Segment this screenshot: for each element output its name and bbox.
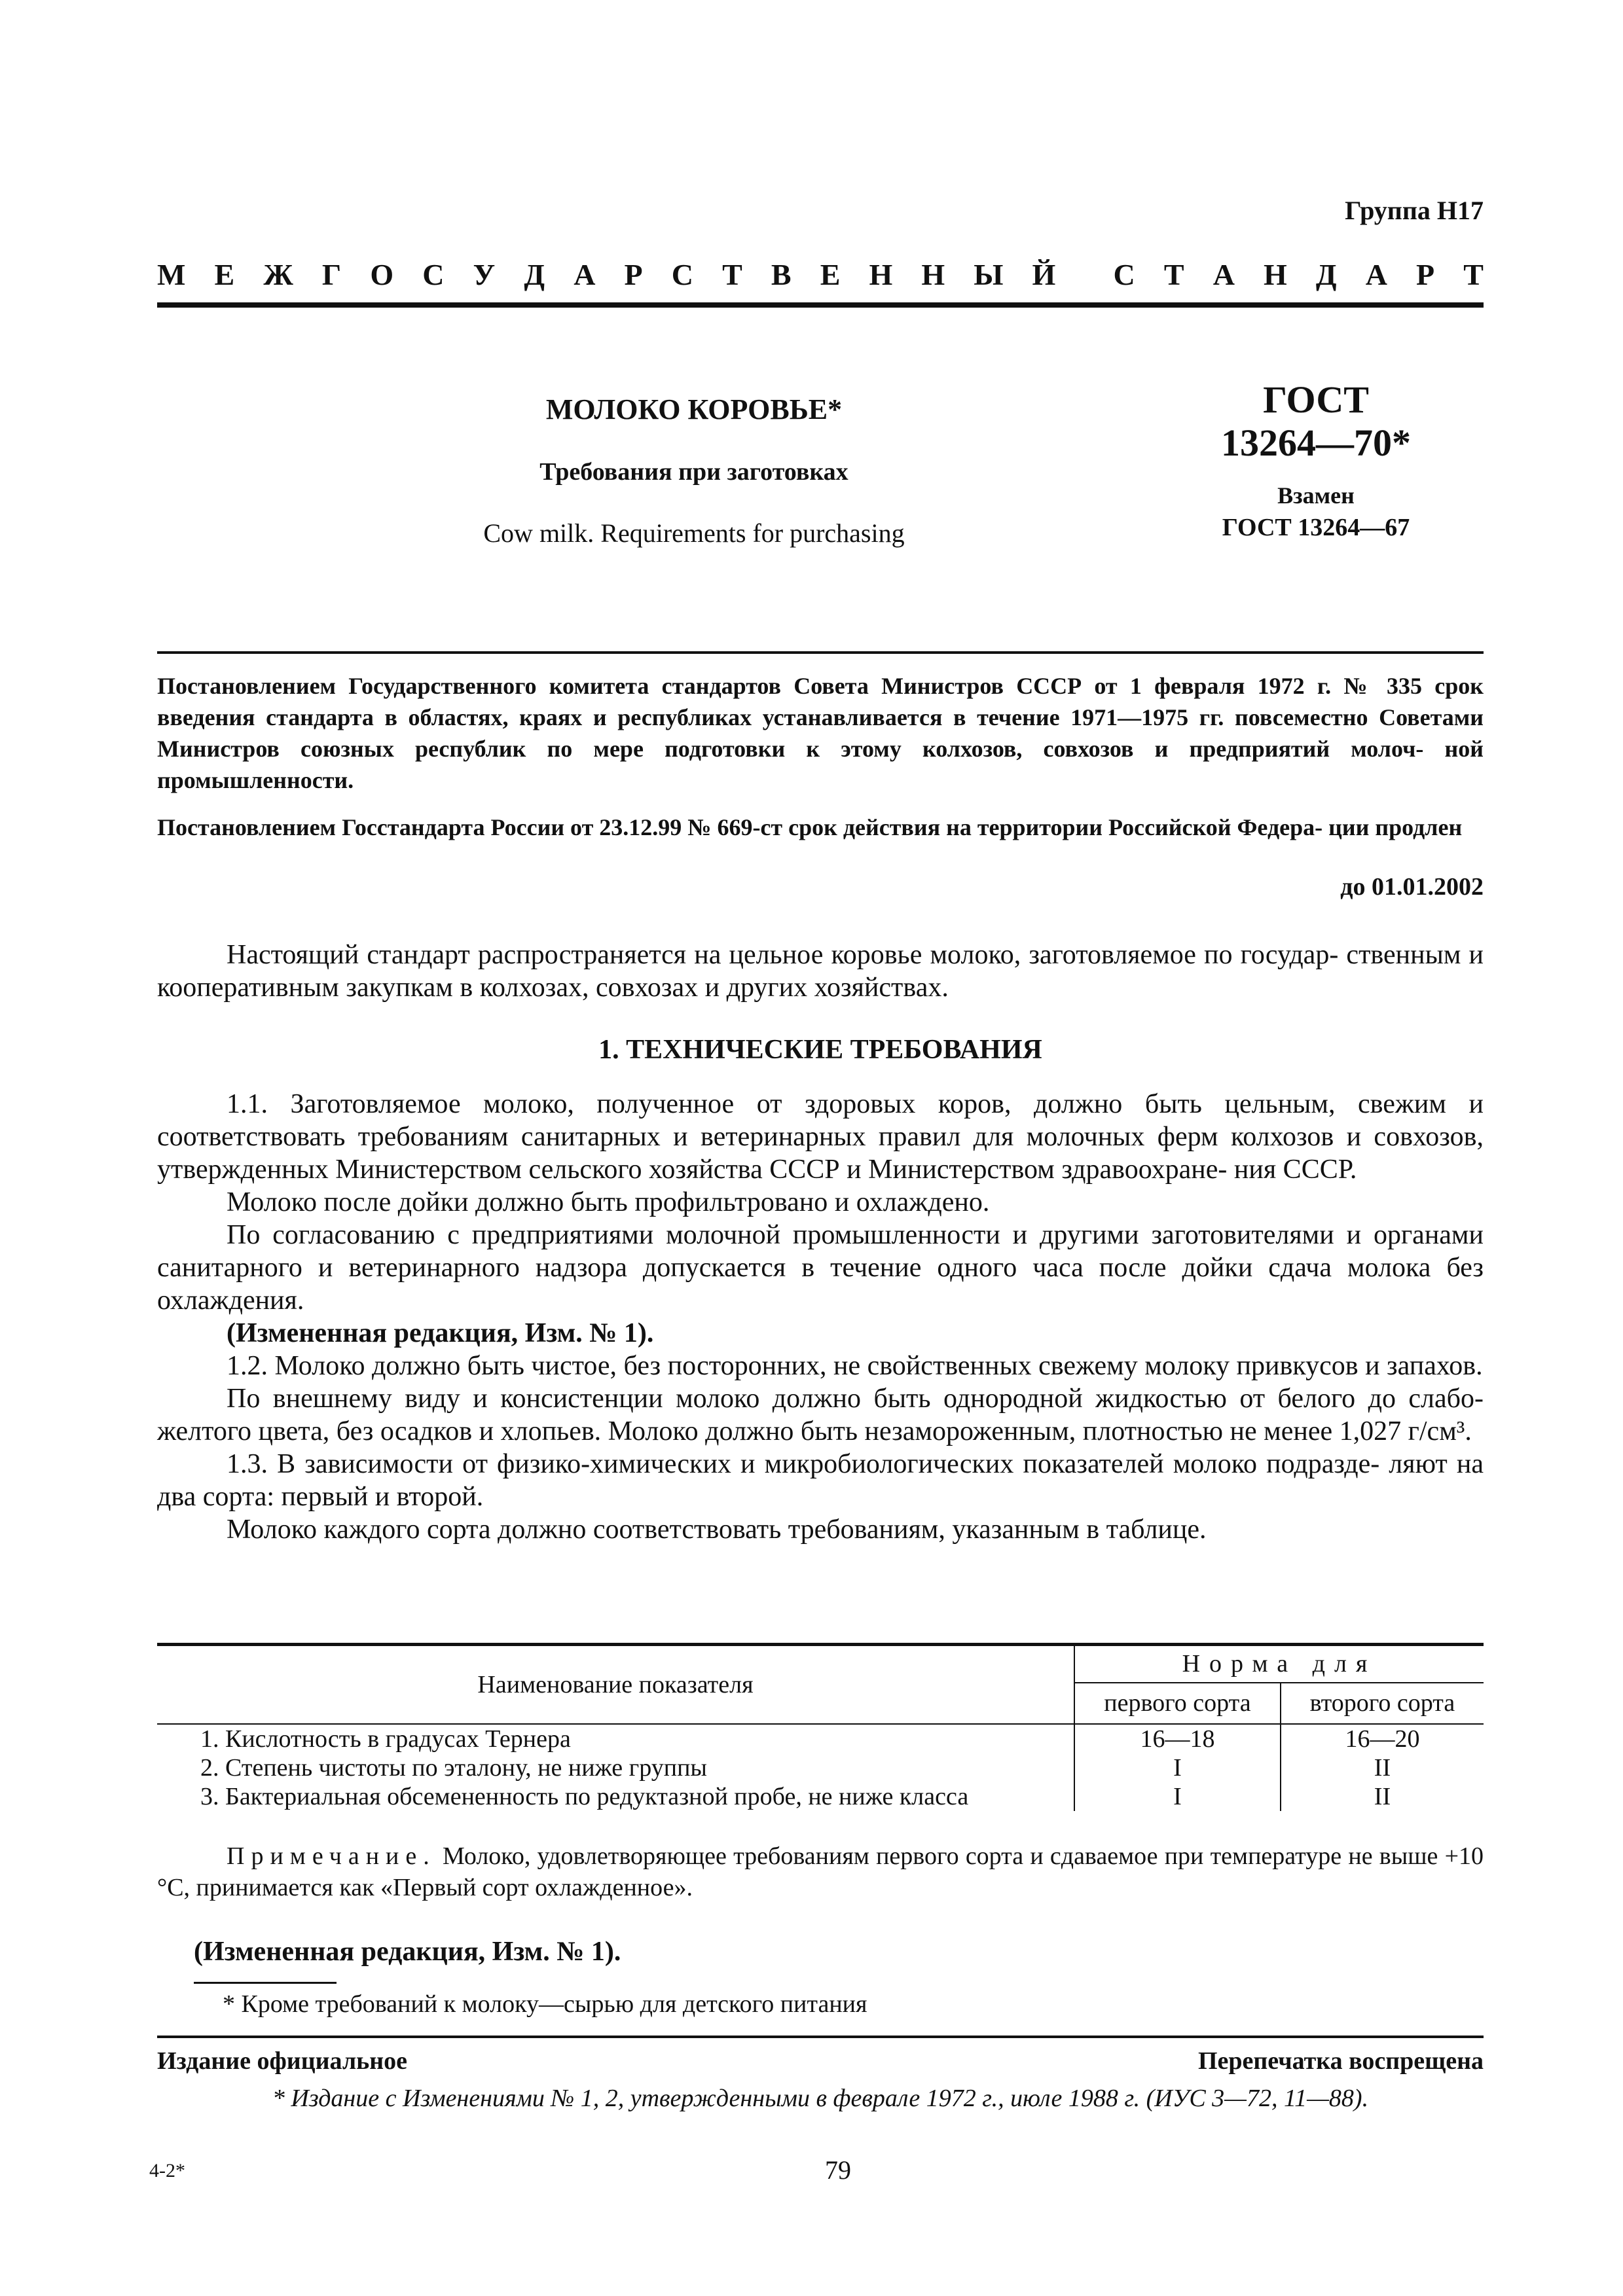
standard-subtitle: Требования при заготовках: [539, 458, 848, 486]
gost-number: 13264—70*: [1221, 422, 1411, 464]
standard-type-letter: Р: [624, 258, 643, 291]
decree-1999: Постановлением Госстандарта России от 23.12.99 № 669-ст срок действия на территории Российской Федера- ции продлен: [157, 814, 1463, 840]
row-name: 2. Степень чистоты по эталону, не ниже группы: [157, 1753, 1074, 1782]
standard-type-letter: М: [157, 258, 186, 291]
standard-type-letter: Н: [869, 258, 893, 291]
column-header-second-grade: второго сорта: [1281, 1683, 1484, 1724]
clause-1-3-b: Молоко каждого сорта должно соответствовать требованиям, указанным в таблице.: [227, 1515, 1207, 1545]
clause-1-1-c: По согласованию с предприятиями молочной промышленности и другими заготовителями и органами санитарного и ветеринарного надзора допускается в течение одного часа после дойки сдача молока без охлаждения.: [157, 1220, 1484, 1316]
row-name: 1. Кислотность в градусах Тернера: [157, 1724, 1074, 1753]
row-name: 3. Бактериальная обсемененность по редуктазной пробе, не ниже класса: [157, 1782, 1074, 1811]
table-row: [157, 1782, 1484, 1811]
amendment-note-2: (Измененная редакция, Изм. № 1).: [194, 1937, 621, 1967]
standard-type-letter: С: [1113, 258, 1135, 291]
clause-1-2: 1.2. Молоко должно быть чистое, без посторонних, не свойственных свежему молоку привкусов и запахов.: [227, 1351, 1483, 1381]
edition-note: * Издание с Изменениями № 1, 2, утвержденными в феврале 1972 г., июле 1988 г. (ИУС 3—72, 11—88).: [272, 2085, 1369, 2112]
column-header-name: Наименование показателя: [157, 1645, 1074, 1725]
standard-type-letter: Г: [321, 258, 342, 291]
note-label: Примечание.: [227, 1842, 436, 1870]
print-code: 4-2*: [149, 2160, 185, 2181]
intro-paragraph: Настоящий стандарт распространяется на цельное коровье молоко, заготовляемое по государ- ственным и кооперативным закупкам в колхозах, совхозах и других хозяйствах.: [157, 940, 1484, 1003]
table-header-row: [157, 1645, 1484, 1683]
row-second-grade: 16—20: [1345, 1725, 1420, 1753]
clause-1-1: 1.1. Заготовляемое молоко, полученное от здоровых коров, должно быть цельным, свежим и соответствовать требованиям санитарных и ветеринарных правил для молочных ферм колхозов и совхозов, утвержденных Министерством сельского хозяйства СССР и Министерством здравоохране- ния СССР.: [157, 1089, 1484, 1185]
standard-type-letter: Д: [524, 258, 545, 291]
table-row: [157, 1724, 1484, 1753]
row-first-grade: I: [1074, 1782, 1281, 1811]
header-rule: [157, 302, 1484, 308]
group-code: Группа Н17: [1345, 196, 1484, 225]
standard-type-letter: Д: [1315, 258, 1337, 291]
note-text: Молоко, удовлетворяющее требованиям первого сорта и сдаваемое при температуре не выше +10 °С, принимается как «Первый сорт охлажденное».: [157, 1842, 1484, 1901]
standard-type-heading: [157, 257, 1484, 292]
standard-english-title: Cow milk. Requirements for purchasing: [483, 518, 905, 548]
standard-type-letter: Р: [1416, 258, 1435, 291]
standard-type-letter: Е: [820, 258, 841, 291]
amendment-note-1: (Измененная редакция, Изм. № 1).: [227, 1318, 654, 1348]
footnote-rule: [194, 1982, 337, 1984]
column-header-first-grade: первого сорта: [1074, 1683, 1281, 1724]
standard-type-letter: Т: [1163, 258, 1184, 291]
title-block: [367, 393, 1021, 548]
standard-type-letter: Н: [921, 258, 945, 291]
row-first-grade: 16—18: [1074, 1724, 1281, 1753]
standard-title: МОЛОКО КОРОВЬЕ*: [545, 393, 843, 425]
standard-type-letter: Ы: [974, 258, 1004, 291]
standard-type-letter: Ж: [263, 258, 293, 291]
table-note: [157, 1840, 1484, 1903]
clause-1-2-b: По внешнему виду и консистенции молоко должно быть однородной жидкостью от белого до слабо-желтого цвета, без осадков и хлопьев. Молоко должно быть незамороженным, плотностью не менее 1,027 г/см³.: [157, 1384, 1484, 1446]
decree-rule: [157, 651, 1484, 654]
clause-1-3: 1.3. В зависимости от физико-химических и микробиологических показателей молоко подразде- ляют на два сорта: первый и второй.: [157, 1449, 1484, 1512]
footnote: * Кроме требований к молоку—сырью для детского питания: [223, 1990, 867, 2018]
standard-type-letter: О: [370, 258, 394, 291]
table-row: [157, 1753, 1484, 1782]
column-header-norm: Норма для: [1074, 1645, 1484, 1683]
standard-type-letter: Й: [1032, 258, 1056, 291]
gost-block: [1165, 378, 1467, 542]
standard-type-letter: Е: [214, 258, 235, 291]
standard-type-letter: А: [1213, 258, 1235, 291]
standard-type-letter: С: [671, 258, 693, 291]
standard-type-letter: Т: [722, 258, 742, 291]
footer-rule: [157, 2036, 1484, 2038]
standard-type-letter: В: [771, 258, 792, 291]
decree-1972: Постановлением Государственного комитета стандартов Совета Министров СССР от 1 февраля 1972 г. № 335 срок введения стандарта в областях, краях и республиках устанавливается в течение 1971—1975 гг. повсеместно Советами Министров союзных республик по мере подготовки к этому колхозов, совхозов и предприятий молоч- ной промышленности.: [157, 673, 1484, 793]
standard-type-letter: А: [574, 258, 596, 291]
clause-1-1-b: Молоко после дойки должно быть профильтровано и охлаждено.: [227, 1187, 990, 1217]
replaces-standard: ГОСТ 13264—67: [1222, 514, 1410, 541]
standard-type-letter: Т: [1463, 258, 1484, 291]
standard-type-letter: У: [473, 258, 496, 291]
standard-type-letter: Н: [1264, 258, 1287, 291]
section-heading: 1. ТЕХНИЧЕСКИЕ ТРЕБОВАНИЯ: [598, 1035, 1042, 1065]
requirements-table: [157, 1643, 1484, 1811]
reprint-prohibited: Перепечатка воспрещена: [1197, 2047, 1484, 2075]
row-first-grade: I: [1074, 1753, 1281, 1782]
decree-extended-date: до 01.01.2002: [1340, 873, 1484, 901]
standard-type-letter: С: [422, 258, 445, 291]
row-second-grade: II: [1374, 1783, 1391, 1810]
standard-type-letter: А: [1365, 258, 1387, 291]
section-1-body: [157, 1088, 1484, 1546]
replaces-label: Взамен: [1277, 482, 1355, 509]
page-number: 79: [825, 2155, 851, 2185]
official-edition: Издание официальное: [157, 2047, 408, 2075]
row-second-grade: II: [1374, 1754, 1391, 1782]
gost-label: ГОСТ: [1263, 378, 1369, 421]
